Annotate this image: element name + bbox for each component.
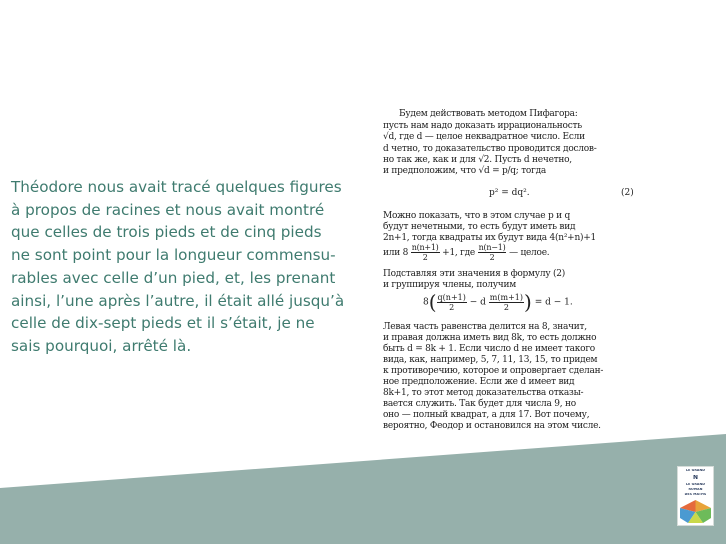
quote-line: celle de dix-sept pieds et il s’était, je ne bbox=[11, 314, 315, 333]
formula-text: 8 bbox=[423, 297, 429, 308]
scan-line: и предположим, что √d = p/q; тогда bbox=[383, 166, 546, 176]
scan-line: ное предположение. Если же d имеет вид bbox=[383, 377, 575, 387]
scan-line: Левая часть равенства делится на 8, значит, bbox=[383, 322, 587, 332]
quote-line: que celles de trois pieds et de cinq pieds bbox=[11, 223, 322, 242]
quote-text bbox=[11, 176, 356, 358]
equation-2: p² = dq². bbox=[489, 188, 530, 198]
scan-line: вида, как, например, 5, 7, 11, 13, 15, то придем bbox=[383, 355, 598, 365]
scan-line: Можно показать, что в этом случае p и q bbox=[383, 211, 570, 221]
quote-line: rables avec celle d’un pied, et, les prenant bbox=[11, 268, 336, 287]
scan-line: d четно, то доказательство проводится дослов- bbox=[383, 144, 597, 154]
fraction-numerator: q(n+1) bbox=[437, 292, 466, 302]
scan-line: вероятно, Феодор и остановился на этом числе. bbox=[383, 421, 601, 431]
logo-text: DES MATHS bbox=[684, 493, 707, 496]
fraction-numerator: m(m+1) bbox=[489, 292, 523, 302]
fraction-numerator: n(n−1) bbox=[478, 243, 506, 252]
formula-text: − d bbox=[469, 297, 486, 308]
quote-line: Théodore nous avait tracé quelques figures bbox=[11, 178, 342, 196]
scan-line: быть d = 8k + 1. Если число d не имеет такого bbox=[383, 344, 595, 354]
logo-text: LE GRAND bbox=[686, 483, 705, 486]
formula-text: — целое. bbox=[509, 248, 550, 258]
paren-close: ) bbox=[524, 290, 532, 314]
scan-line: пусть нам надо доказать иррациональность bbox=[383, 121, 582, 131]
bottom-band-shape bbox=[0, 434, 726, 544]
quote-line: ainsi, l’une après l’autre, il était allé jusqu’à bbox=[11, 291, 345, 310]
logo-text: N bbox=[692, 475, 699, 481]
scan-line: вается служить. Так будет для числа 9, но bbox=[383, 399, 576, 409]
scan-line: будут нечетными, то есть будут иметь вид bbox=[383, 222, 576, 232]
scan-line: и группируя члены, получим bbox=[383, 280, 516, 290]
scan-line: оно — полный квадрат, а для 17. Вот почему, bbox=[383, 410, 590, 420]
quote-line: à propos de racines et nous avait montré bbox=[11, 200, 325, 219]
fraction bbox=[489, 293, 524, 312]
fraction-numerator: n(n+1) bbox=[411, 243, 439, 252]
scanned-page bbox=[383, 106, 638, 433]
scan-line: и правая должна иметь вид 8k, то есть должно bbox=[383, 333, 597, 343]
grand-roman-des-maths-logo bbox=[677, 466, 714, 526]
fraction bbox=[411, 243, 440, 262]
fraction-denominator: 2 bbox=[489, 253, 495, 262]
scan-formula-line bbox=[383, 243, 549, 262]
quote-line: ne sont point pour la longueur commensu- bbox=[11, 246, 336, 265]
fraction-denominator: 2 bbox=[503, 302, 509, 312]
scan-line: но так же, как и для √2. Пусть d нечетно, bbox=[383, 155, 572, 165]
fraction bbox=[437, 293, 467, 312]
equation-3 bbox=[423, 292, 573, 312]
scan-line: Подставляя эти значения в формулу (2) bbox=[383, 269, 565, 279]
scan-line: к противоречию, которое и опровергает сделан- bbox=[383, 366, 604, 376]
fraction-denominator: 2 bbox=[449, 302, 455, 312]
logo-text: ROMAN bbox=[688, 488, 703, 491]
scan-line: Будем действовать методом Пифагора: bbox=[399, 109, 578, 119]
fraction bbox=[478, 243, 507, 262]
paren-open: ( bbox=[428, 290, 437, 314]
formula-text: +1, где bbox=[442, 248, 475, 258]
equation-number: (2) bbox=[621, 188, 634, 198]
scan-line: 2n+1, тогда квадраты их будут вида 4(n²+n)+1 bbox=[383, 233, 597, 243]
scan-line: √d, где d — целое неквадратное число. Если bbox=[383, 132, 585, 142]
logo-text: LE GRAND bbox=[686, 469, 705, 472]
logo-graphic-icon bbox=[680, 500, 711, 523]
quote-line: sais pourquoi, arrêté là. bbox=[11, 336, 192, 355]
formula-text: или 8 bbox=[383, 248, 409, 258]
fraction-denominator: 2 bbox=[422, 253, 428, 262]
formula-text: = d − 1. bbox=[534, 297, 573, 308]
scan-line: 8k+1, то этот метод доказательства отказы- bbox=[383, 388, 584, 398]
